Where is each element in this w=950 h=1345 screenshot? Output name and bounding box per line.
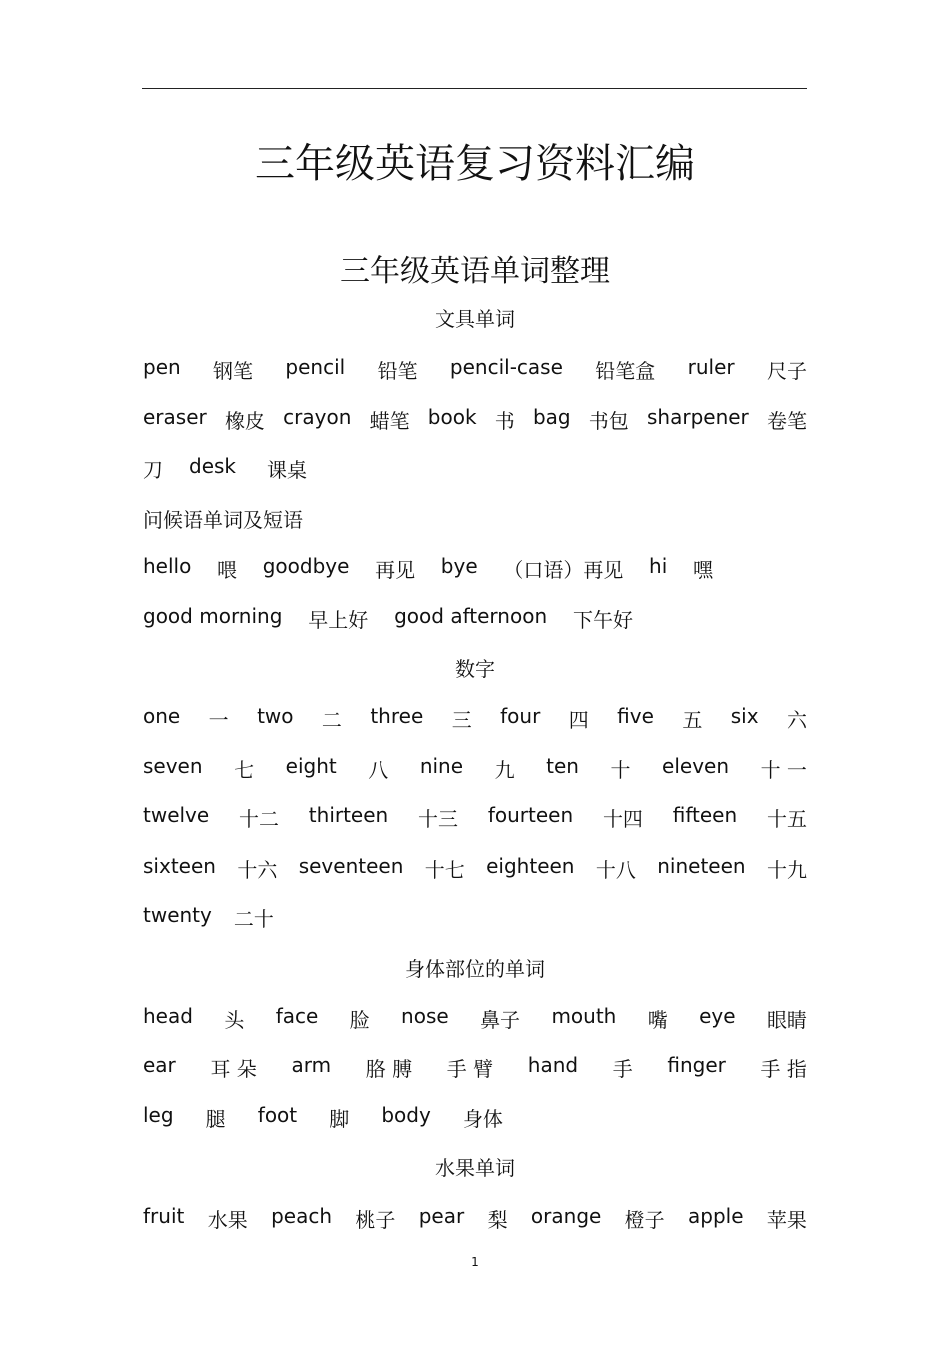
word-item: fruit (143, 1204, 185, 1228)
word-item: goodbye (262, 554, 350, 578)
word-item: 橙子 (624, 1208, 665, 1232)
word-item: fourteen (487, 803, 574, 827)
word-line (143, 854, 807, 883)
word-item: body (381, 1103, 431, 1127)
document-subtitle: 三年级英语单词整理 (340, 254, 610, 289)
section-heading-numbers: 数字 (455, 657, 495, 681)
word-line (143, 704, 807, 733)
word-item: fifteen (672, 803, 738, 827)
word-item: seventeen (298, 854, 404, 878)
word-line (143, 754, 807, 783)
word-item: 刀 (143, 458, 163, 482)
word-item: nose (401, 1004, 449, 1028)
word-item: 十三 (418, 807, 459, 831)
word-item: 卷笔 (766, 409, 807, 433)
word-item: nineteen (657, 854, 746, 878)
word-item: 十 一 (760, 758, 807, 782)
word-item: 十四 (602, 807, 643, 831)
word-item: 梨 (487, 1208, 508, 1232)
word-item: 喂 (217, 558, 238, 582)
word-item: 脸 (349, 1008, 370, 1032)
word-item: nine (419, 754, 464, 778)
word-item: good afternoon (394, 604, 548, 628)
word-item: apple (688, 1204, 744, 1228)
word-item: desk (189, 454, 237, 478)
word-item: thirteen (308, 803, 389, 827)
word-item: hello (143, 554, 192, 578)
word-item: 铅笔盒 (595, 359, 656, 383)
word-item: peach (271, 1204, 332, 1228)
word-line (143, 1103, 503, 1132)
word-item: 腿 (205, 1107, 226, 1131)
section-heading-greetings (143, 504, 807, 533)
word-item: finger (667, 1053, 726, 1077)
word-item: crayon (283, 405, 352, 429)
word-item: 三 (451, 708, 472, 732)
word-item: 十 (610, 758, 631, 782)
word-item: 十六 (237, 858, 278, 882)
word-item: mouth (551, 1004, 617, 1028)
word-item: 九 (494, 758, 515, 782)
header-rule (142, 88, 807, 89)
section-heading-body: 身体部位的单词 (405, 957, 545, 981)
word-item: 眼睛 (766, 1008, 807, 1032)
word-item: eighteen (486, 854, 575, 878)
word-item: seven (143, 754, 203, 778)
word-item: ear (143, 1053, 176, 1077)
section-heading-fruit: 水果单词 (435, 1156, 515, 1180)
word-item: sixteen (143, 854, 216, 878)
word-line (143, 803, 807, 832)
word-item: good morning (143, 604, 283, 628)
word-item: foot (257, 1103, 298, 1127)
word-item: 二十 (233, 907, 274, 931)
word-line (143, 903, 807, 932)
word-item: 尺子 (766, 359, 807, 383)
word-item: 手 臂 (446, 1057, 494, 1081)
word-item: 四 (568, 708, 589, 732)
word-item: four (500, 704, 541, 728)
word-line (143, 1204, 807, 1233)
word-item: 课桌 (267, 458, 307, 482)
word-item: bye (440, 554, 478, 578)
word-item: pear (418, 1204, 465, 1228)
document-title: 三年级英语复习资料汇编 (255, 141, 695, 187)
word-item: 嘴 (647, 1008, 668, 1032)
word-item: 头 (224, 1008, 245, 1032)
word-item: ten (546, 754, 579, 778)
word-item: hi (649, 554, 668, 578)
word-item: 十八 (595, 858, 636, 882)
word-item: 橡皮 (224, 409, 265, 433)
word-item: （口语）再见 (503, 558, 624, 582)
word-item: 手 (612, 1057, 633, 1081)
word-item: 钢笔 (213, 359, 254, 383)
word-item: 七 (234, 758, 255, 782)
word-item: twenty (143, 903, 212, 927)
word-item: 下午好 (572, 608, 633, 632)
word-item: 十七 (424, 858, 465, 882)
word-item: 二 (321, 708, 342, 732)
word-item: 五 (682, 708, 703, 732)
word-item: arm (291, 1053, 332, 1077)
word-item: bag (532, 405, 571, 429)
word-item: 鼻子 (480, 1008, 521, 1032)
word-item: 十五 (766, 807, 807, 831)
word-item: 书 (494, 409, 515, 433)
word-item: 嘿 (692, 558, 713, 582)
word-item: sharpener (647, 405, 749, 429)
word-item: one (143, 704, 181, 728)
word-item: 十二 (239, 807, 279, 831)
word-item: ruler (687, 355, 735, 379)
word-item: three (370, 704, 424, 728)
word-item: two (257, 704, 294, 728)
word-item: 早上好 (308, 608, 369, 632)
word-item: 身体 (462, 1107, 503, 1131)
word-item: 脚 (329, 1107, 350, 1131)
word-line (143, 405, 807, 434)
word-line (143, 1004, 807, 1033)
word-line (143, 554, 713, 583)
section-heading-text: 问候语单词及短语 (143, 508, 303, 532)
word-item: 书包 (588, 409, 629, 433)
word-item: eraser (143, 405, 207, 429)
word-item: pencil (285, 355, 346, 379)
word-item: orange (530, 1204, 602, 1228)
word-line (143, 355, 807, 384)
word-item: eye (699, 1004, 736, 1028)
word-item: 八 (368, 758, 389, 782)
word-item: eleven (662, 754, 730, 778)
word-item: 六 (786, 708, 807, 732)
word-item: hand (527, 1053, 579, 1077)
section-heading-stationery: 文具单词 (435, 307, 515, 331)
word-item: 胳 膊 (365, 1057, 413, 1081)
word-item: eight (285, 754, 337, 778)
word-item: 十九 (766, 858, 807, 882)
word-item: twelve (143, 803, 210, 827)
word-item: five (617, 704, 654, 728)
word-item: pencil-case (449, 355, 563, 379)
word-line (143, 604, 633, 633)
word-item: 桃子 (355, 1208, 396, 1232)
word-item: 铅笔 (377, 359, 418, 383)
word-item: 手 指 (760, 1057, 807, 1081)
word-item: leg (143, 1103, 174, 1127)
word-line (143, 1053, 807, 1082)
word-item: 苹果 (766, 1208, 807, 1232)
word-item: 再见 (375, 558, 416, 582)
word-item: face (275, 1004, 319, 1028)
word-item: 水果 (207, 1208, 248, 1232)
word-line (143, 454, 807, 483)
word-item: six (730, 704, 759, 728)
word-item: 蜡笔 (369, 409, 410, 433)
word-item: 一 (208, 708, 229, 732)
page-number: 1 (471, 1255, 479, 1269)
word-item: pen (143, 355, 181, 379)
word-item: 耳 朵 (210, 1057, 257, 1081)
word-item: book (427, 405, 477, 429)
word-item: head (143, 1004, 193, 1028)
